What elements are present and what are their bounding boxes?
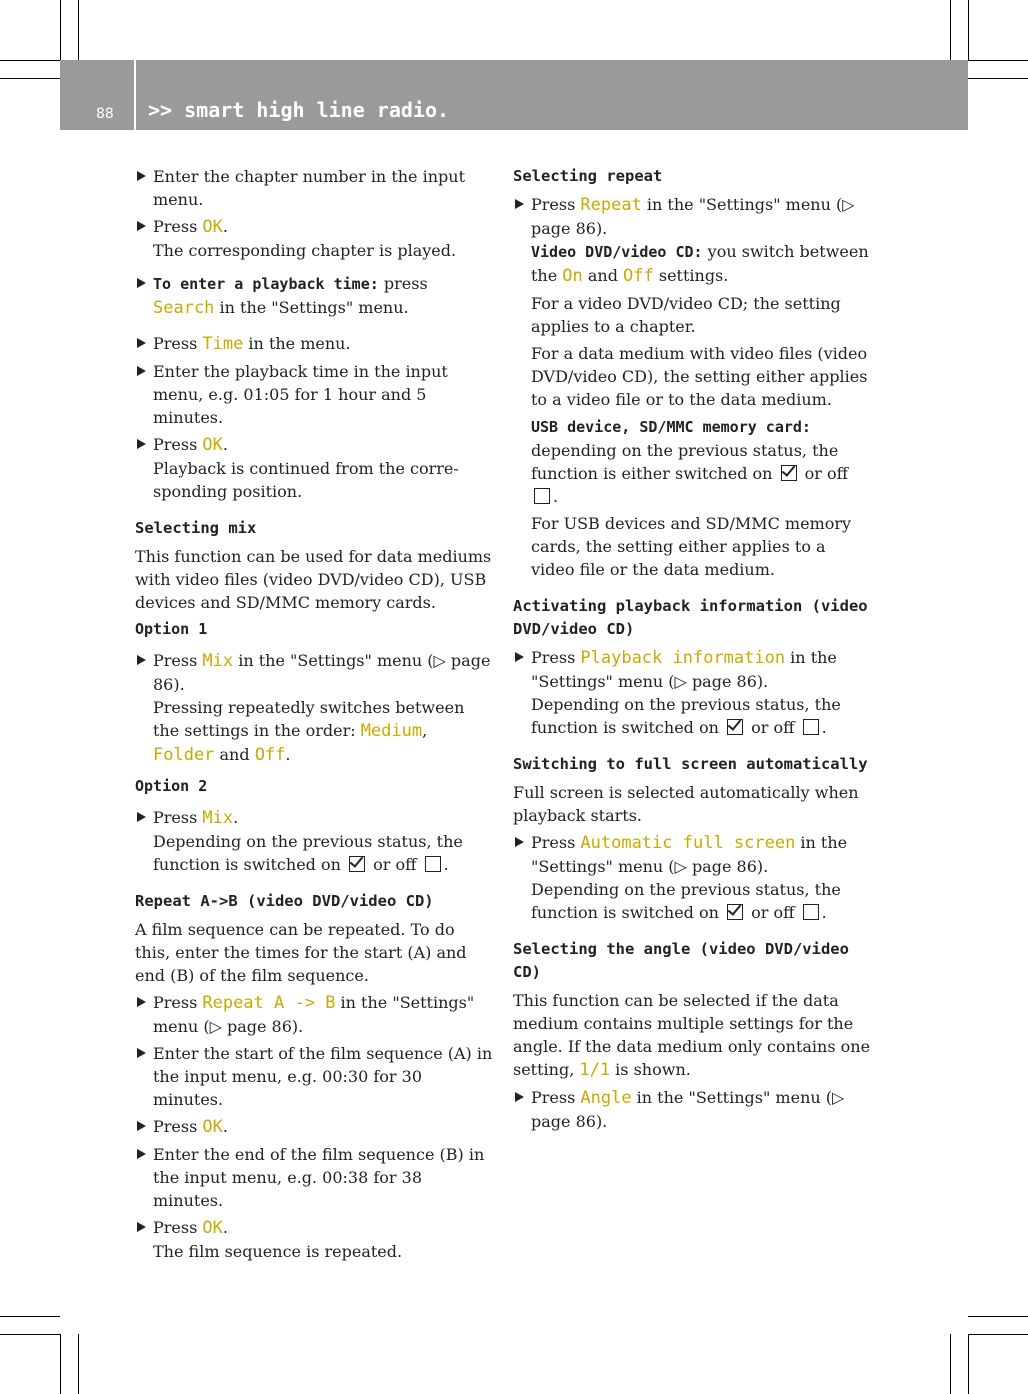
crop-mark xyxy=(60,1334,61,1394)
crop-mark xyxy=(78,0,79,60)
paragraph: This function can be used for data mediums with video files (video DVD/video CD), USB devices and SD/MMC memory cards. xyxy=(135,547,492,612)
list-item: Enter the end of the film sequence (B) in the input menu, e.g. 00:38 for 38 minutes. xyxy=(135,1143,493,1212)
list-item: Press Repeat A -> B in the "Settings" menu (▷ page 86). xyxy=(135,991,493,1038)
crop-mark xyxy=(950,0,951,60)
list-item: Press OK. The corresponding chapter is played. xyxy=(135,215,493,262)
crop-mark xyxy=(950,1334,951,1394)
ok-softkey-label: OK xyxy=(202,435,223,455)
paragraph: For a data medium with video files (video DVD/video CD), the setting either applies to a video file or to the data medium. xyxy=(531,344,868,409)
list-item: Press Playback information in the "Settings" menu (▷ page 86). Depending on the previous status, the function is switched on or off . xyxy=(513,646,873,739)
section-heading: Switching to full screen automatically xyxy=(513,755,868,773)
crop-mark xyxy=(968,1334,969,1394)
crop-mark xyxy=(0,78,60,79)
paragraph: This function can be selected if the data medium contains multiple settings for the angle. If the data medium only contains one setting, 1/1 is shown. xyxy=(513,991,871,1080)
playback-info-softkey-label: Playback information xyxy=(580,648,786,668)
angle-value-label: 1/1 xyxy=(579,1060,611,1080)
checkbox-unchecked-icon xyxy=(534,488,550,504)
checkbox-unchecked-icon xyxy=(803,719,819,735)
list-item: Press Angle in the "Settings" menu (▷ page 86). xyxy=(513,1086,873,1133)
result-text: Playback is continued from the corre-sponding position. xyxy=(153,459,459,501)
paragraph: USB device, SD/MMC memory card: depending on the previous status, the function is either switched on or off . xyxy=(531,418,848,506)
paragraph: For a video DVD/video CD; the setting applies to a chapter. xyxy=(531,294,841,336)
crop-mark xyxy=(968,78,1028,79)
list-item: To enter a playback time: press Search in the "Settings" menu. xyxy=(135,272,493,320)
ok-softkey-label: OK xyxy=(202,217,223,237)
page-header xyxy=(60,60,968,130)
crop-mark xyxy=(968,0,969,60)
crop-mark xyxy=(968,1316,1028,1317)
list-item: Enter the playback time in the input menu, e.g. 01:05 for 1 hour and 5 minutes. xyxy=(135,360,493,429)
option-heading: Option 1 xyxy=(135,620,208,638)
list-item: Press Automatic full screen in the "Settings" menu (▷ page 86). Depending on the previous status, the function is switched on or off . xyxy=(513,831,873,924)
ok-softkey-label: OK xyxy=(202,1218,223,1238)
page-number: 88 xyxy=(96,106,114,122)
header-divider xyxy=(134,60,136,130)
auto-fullscreen-softkey-label: Automatic full screen xyxy=(580,833,796,853)
folder-setting-label: Folder xyxy=(153,745,215,765)
section-title: >> smart high line radio. xyxy=(148,98,450,122)
checkbox-checked-icon xyxy=(781,465,797,481)
section-heading: Selecting the angle (video DVD/video CD) xyxy=(513,940,849,981)
paragraph: A film sequence can be repeated. To do this, enter the times for the start (A) and end (B) of the film sequence. xyxy=(135,920,467,985)
list-item: Press OK. xyxy=(135,1115,493,1139)
ok-softkey-label: OK xyxy=(202,1117,223,1137)
checkbox-checked-icon xyxy=(727,719,743,735)
on-setting-label: On xyxy=(562,266,583,286)
crop-mark xyxy=(0,60,60,61)
crop-mark xyxy=(0,1334,60,1335)
search-softkey-label: Search xyxy=(153,298,215,318)
crop-mark xyxy=(0,1316,60,1317)
time-softkey-label: Time xyxy=(202,334,244,354)
crop-mark xyxy=(78,1334,79,1394)
section-heading: Selecting mix xyxy=(135,519,257,537)
mix-softkey-label: Mix xyxy=(202,808,234,828)
result-text: The film sequence is repeated. xyxy=(153,1242,403,1261)
right-column xyxy=(513,165,873,1137)
section-heading: Repeat A->B (video DVD/video CD) xyxy=(135,892,434,910)
paragraph: For USB devices and SD/MMC memory cards, the setting either applies to a video file or the data medium. xyxy=(531,514,852,579)
mix-softkey-label: Mix xyxy=(202,651,234,671)
crop-mark xyxy=(60,0,61,60)
left-column xyxy=(135,165,493,1267)
crop-mark xyxy=(968,1334,1028,1335)
crop-mark xyxy=(968,60,1028,61)
off-setting-label: Off xyxy=(623,266,654,286)
list-item: Press Time in the menu. xyxy=(135,332,493,356)
list-item: Enter the start of the film sequence (A) in the input menu, e.g. 00:30 for 30 minutes. xyxy=(135,1042,493,1111)
checkbox-unchecked-icon xyxy=(425,856,441,872)
repeat-softkey-label: Repeat xyxy=(580,195,642,215)
list-item: Press OK. The film sequence is repeated. xyxy=(135,1216,493,1263)
result-text: The corresponding chapter is played. xyxy=(153,241,457,260)
list-item: Press Mix. Depending on the previous status, the function is switched on or off . xyxy=(135,806,493,876)
list-item: Press Mix in the "Settings" menu (▷ page 86). Pressing repeatedly switches between the settings in the order: Medium, Folder and Off. xyxy=(135,649,493,767)
checkbox-checked-icon xyxy=(727,904,743,920)
list-item: Enter the chapter number in the input menu. xyxy=(135,165,493,211)
option-heading: Option 2 xyxy=(135,777,208,795)
off-setting-label: Off xyxy=(254,745,286,765)
repeat-ab-softkey-label: Repeat A -> B xyxy=(202,993,336,1013)
section-heading: Selecting repeat xyxy=(513,167,663,185)
list-item: Press Repeat in the "Settings" menu (▷ page 86). Video DVD/video CD: you switch between the On and Off settings. xyxy=(513,193,873,288)
list-item: Press OK. Playback is continued from the corre-sponding position. xyxy=(135,433,493,503)
checkbox-unchecked-icon xyxy=(803,904,819,920)
medium-setting-label: Medium xyxy=(360,721,423,741)
angle-softkey-label: Angle xyxy=(580,1088,632,1108)
checkbox-checked-icon xyxy=(349,856,365,872)
paragraph: Full screen is selected automatically when playback starts. xyxy=(513,783,859,825)
section-heading: Activating playback information (video DVD/video CD) xyxy=(513,597,868,638)
